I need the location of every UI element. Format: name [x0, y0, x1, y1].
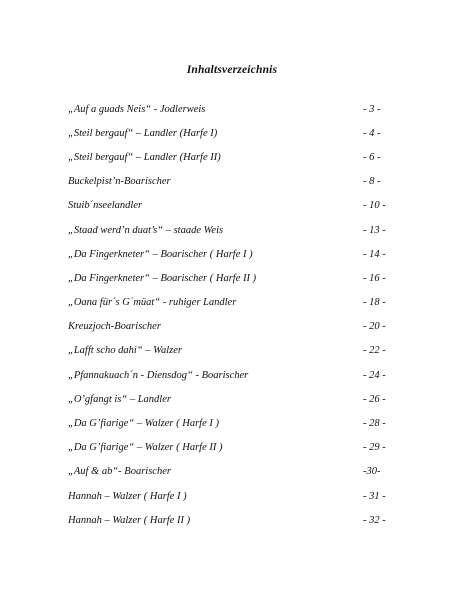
toc-entry-title: „Da Fingerkneter“ – Boarischer ( Harfe I ): [68, 248, 253, 260]
toc-entry-title: Buckelpist’n-Boarischer: [68, 176, 171, 188]
toc-entry-title: „Da G’fiarige“ – Walzer ( Harfe I ): [68, 418, 219, 430]
toc-entry-title: „Auf & ab“- Boarischer: [68, 466, 171, 478]
toc-entry-page: -30-: [363, 466, 381, 478]
toc-entry-page: - 20 -: [363, 321, 386, 333]
toc-entry-page: - 8 -: [363, 176, 381, 188]
toc-entry-page: - 6 -: [363, 151, 381, 163]
toc-entry-title: „Da Fingerkneter“ – Boarischer ( Harfe II ): [68, 272, 257, 284]
toc-entry-title: „Staad werd’n duat’s“ – staade Weis: [68, 224, 224, 236]
toc-entry-title: „O’gfangt is“ – Landler: [68, 393, 171, 405]
toc-entry: [68, 508, 400, 532]
toc-entry: [68, 387, 400, 411]
toc-entry-title: „Steil bergauf“ – Landler (Harfe II): [68, 151, 221, 163]
toc-entry: [68, 436, 400, 460]
toc-entry: [68, 460, 400, 484]
toc-entry: [68, 315, 400, 339]
toc-entry: [68, 411, 400, 435]
toc-entry: [68, 121, 400, 145]
toc-entry-page: - 29 -: [363, 442, 386, 454]
toc-entry: [68, 484, 400, 508]
toc-entry-title: „Lafft scho dahi“ – Walzer: [68, 345, 182, 357]
toc-entry: [68, 97, 400, 121]
toc-entry-page: - 16 -: [363, 272, 386, 284]
toc-entry-title: Kreuzjoch-Boarischer: [68, 321, 161, 333]
toc-entry-page: - 18 -: [363, 297, 386, 309]
toc-entry-page: - 31 -: [363, 490, 386, 502]
table-of-contents: [68, 97, 400, 532]
toc-entry-page: - 13 -: [363, 224, 386, 236]
toc-entry: [68, 218, 400, 242]
toc-entry-page: - 22 -: [363, 345, 386, 357]
toc-entry: [68, 339, 400, 363]
toc-entry-page: - 14 -: [363, 248, 386, 260]
toc-entry: [68, 194, 400, 218]
toc-entry-title: „Auf a guads Neis“ - Jodlerweis: [68, 103, 206, 115]
toc-entry-title: „Pfannakuach´n - Diensdog“ - Boarischer: [68, 369, 249, 381]
toc-entry: [68, 145, 400, 169]
toc-entry-page: - 4 -: [363, 127, 381, 139]
toc-entry-title: „Steil bergauf“ – Landler (Harfe I): [68, 127, 218, 139]
toc-entry-title: Stuib´nseelandler: [68, 200, 143, 212]
toc-entry-page: - 28 -: [363, 418, 386, 430]
toc-entry: [68, 363, 400, 387]
toc-entry-title: Hannah – Walzer ( Harfe I ): [68, 490, 187, 502]
page-title: Inhaltsverzeichnis: [186, 64, 278, 76]
toc-entry: [68, 170, 400, 194]
toc-entry-title: „Da G’fiarige“ – Walzer ( Harfe II ): [68, 442, 223, 454]
toc-entry-page: - 26 -: [363, 393, 386, 405]
toc-entry-page: - 32 -: [363, 514, 386, 526]
toc-entry: [68, 266, 400, 290]
toc-entry: [68, 291, 400, 315]
toc-entry-title: Hannah – Walzer ( Harfe II ): [68, 514, 191, 526]
toc-entry-page: - 24 -: [363, 369, 386, 381]
toc-entry: [68, 242, 400, 266]
toc-entry-title: „Oana für´s G´müat“ - ruhiger Landler: [68, 297, 237, 309]
toc-entry-page: - 3 -: [363, 103, 381, 115]
toc-entry-page: - 10 -: [363, 200, 386, 212]
